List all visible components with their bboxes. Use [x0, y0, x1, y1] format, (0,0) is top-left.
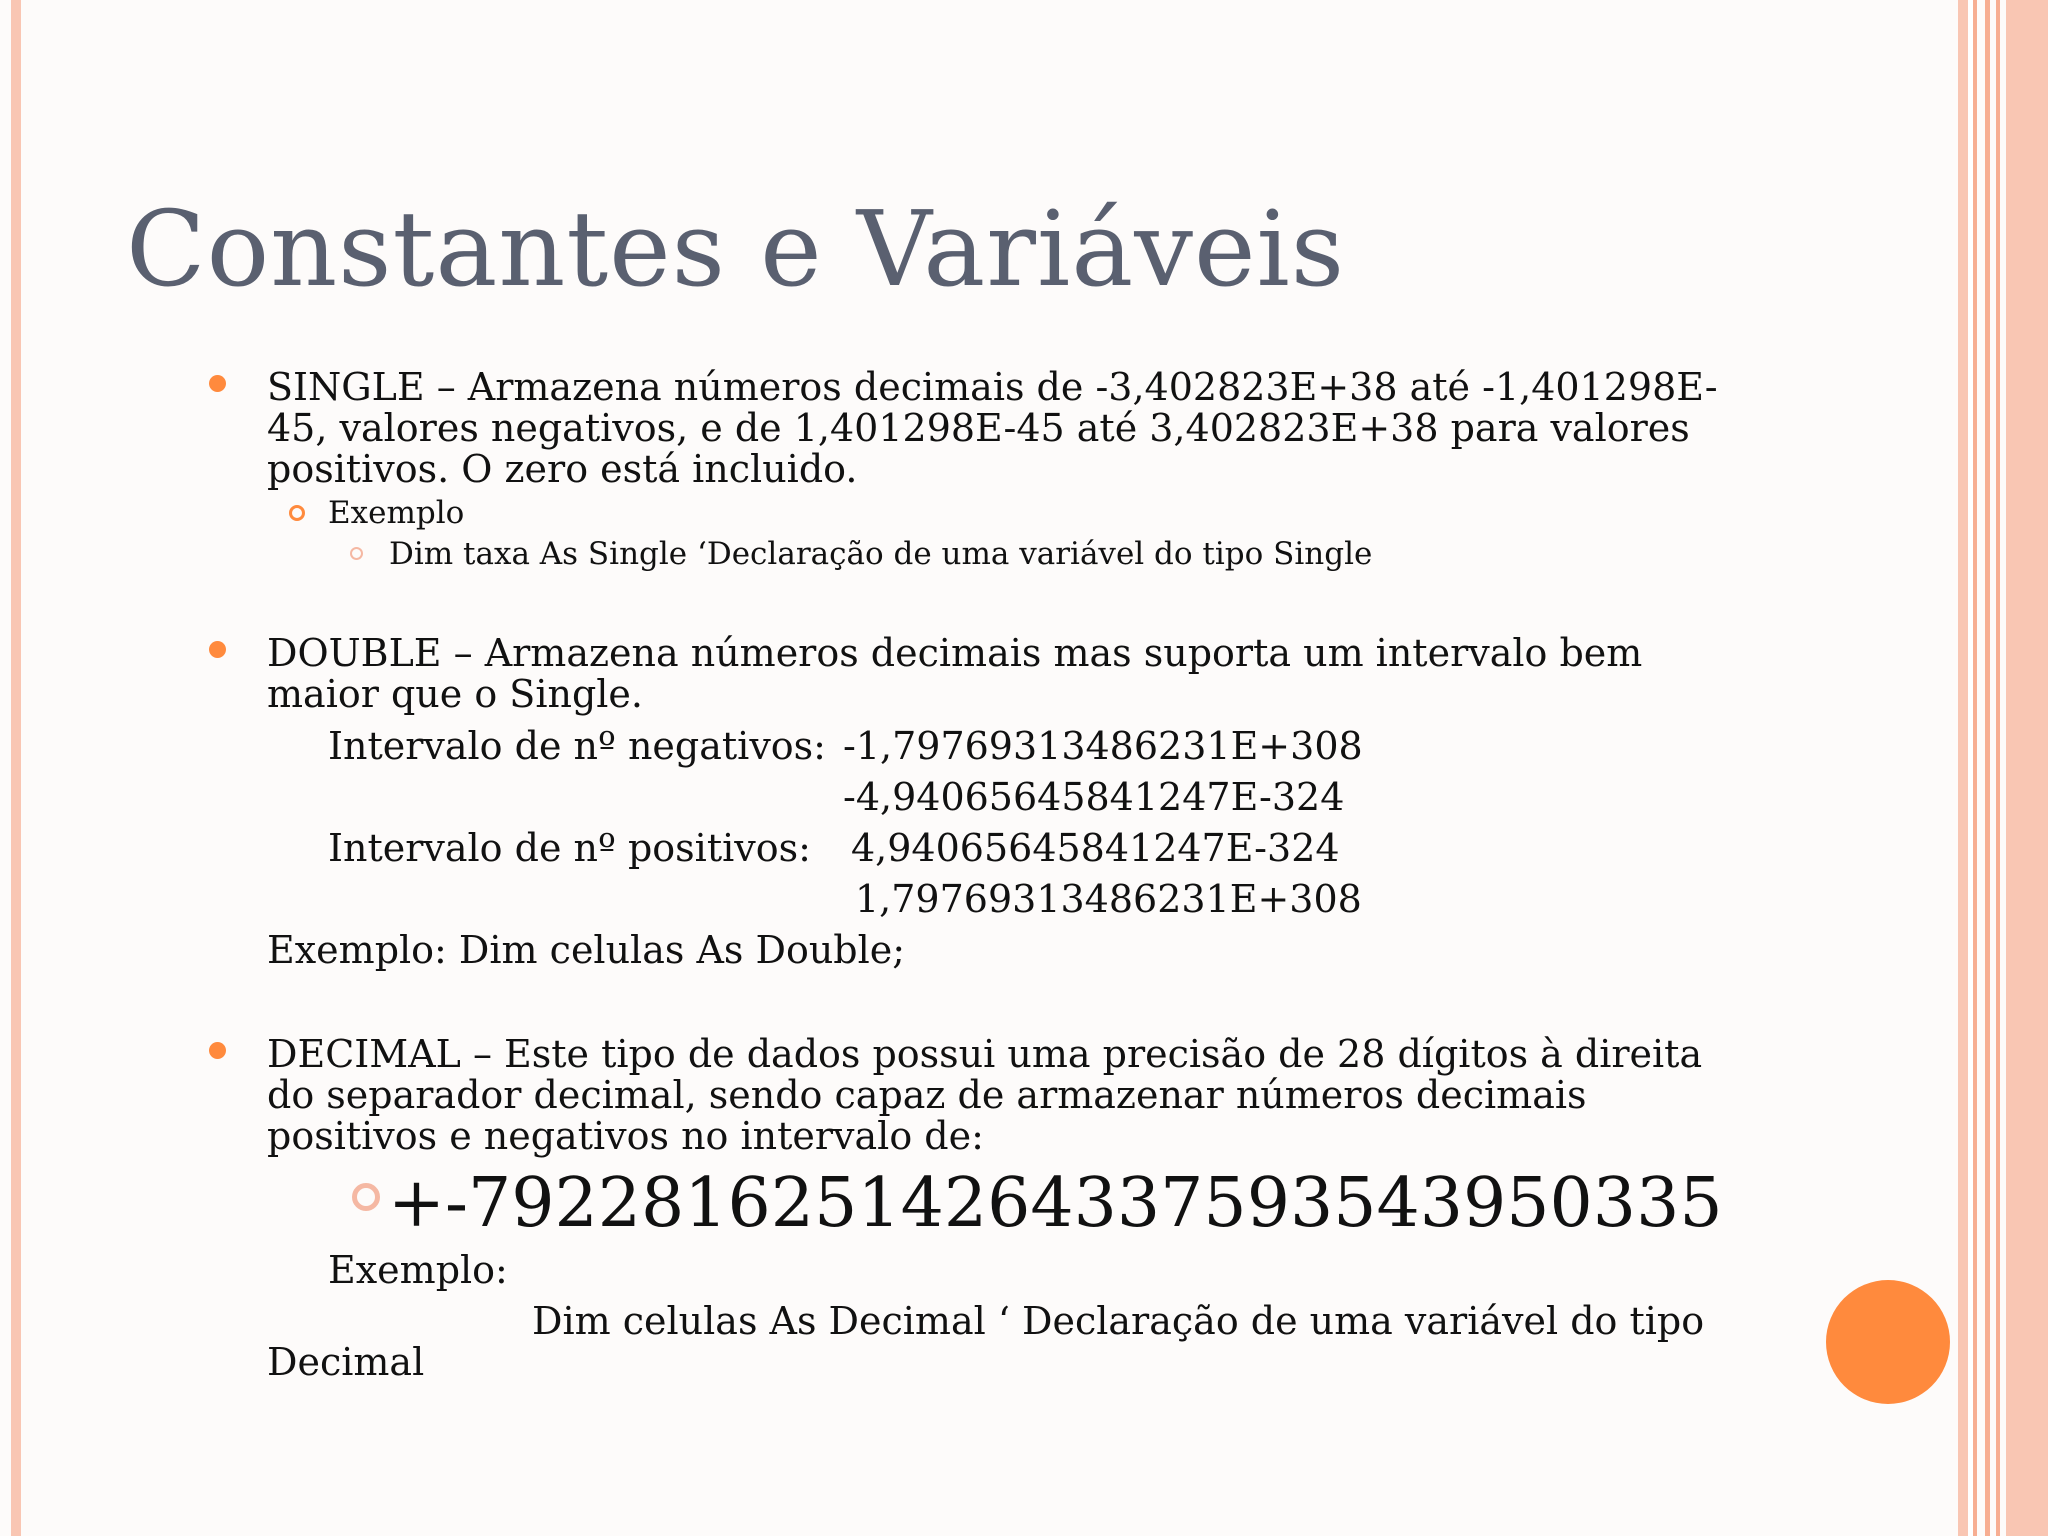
bullet-dot-icon [209, 375, 226, 392]
double-pos-label: Intervalo de nº positivos: [328, 826, 811, 870]
decorative-orange-circle [1826, 1280, 1950, 1404]
decimal-example-code: Dim celulas As Decimal ‘ Declaração de uma variável do tipo [532, 1299, 1705, 1343]
decimal-line-3: positivos e negativos no intervalo de: [267, 1114, 984, 1158]
decimal-line-1: DECIMAL – Este tipo de dados possui uma precisão de 28 dígitos à direita [267, 1032, 1703, 1076]
single-example-code: Dim taxa As Single ‘Declaração de uma variável do tipo Single [389, 536, 1373, 572]
double-pos-from: 4,94065645841247E-324 [851, 826, 1340, 870]
double-pos-to: 1,79769313486231E+308 [855, 877, 1362, 921]
decimal-example-code-wrap: Decimal [267, 1340, 425, 1384]
single-line-2: 45, valores negativos, e de 1,401298E-45 até 3,402823E+38 para valores [267, 406, 1690, 450]
decimal-range: +-79228162514264337593543950335 [388, 1164, 1723, 1243]
sub-bullet-ring-icon [352, 1183, 380, 1211]
slide-title: Constantes e Variáveis [126, 188, 1346, 310]
double-neg-label: Intervalo de nº negativos: [328, 724, 826, 768]
right-border-stripe [1958, 0, 1968, 1536]
single-line-3: positivos. O zero está incluido. [267, 447, 858, 491]
left-border-stripe [11, 0, 21, 1536]
bullet-dot-icon [209, 1042, 226, 1059]
single-line-1: SINGLE – Armazena números decimais de -3,402823E+38 até -1,401298E- [267, 365, 1718, 409]
sub-bullet-ring-icon [289, 505, 305, 521]
decimal-line-2: do separador decimal, sendo capaz de armazenar números decimais [267, 1073, 1587, 1117]
sub-sub-bullet-ring-icon [350, 547, 363, 560]
bullet-dot-icon [209, 641, 226, 658]
double-example: Exemplo: Dim celulas As Double; [267, 928, 906, 972]
right-border-line [1985, 0, 1990, 1536]
double-neg-to: -4,94065645841247E-324 [843, 775, 1345, 819]
double-neg-from: -1,79769313486231E+308 [843, 724, 1363, 768]
double-line-2: maior que o Single. [267, 672, 643, 716]
right-border-band [2006, 0, 2048, 1536]
right-border-line [1973, 0, 1977, 1536]
right-border-line [1996, 0, 2000, 1536]
decimal-example-label: Exemplo: [328, 1248, 508, 1292]
double-line-1: DOUBLE – Armazena números decimais mas suporta um intervalo bem [267, 631, 1643, 675]
single-example-label: Exemplo [328, 495, 465, 531]
